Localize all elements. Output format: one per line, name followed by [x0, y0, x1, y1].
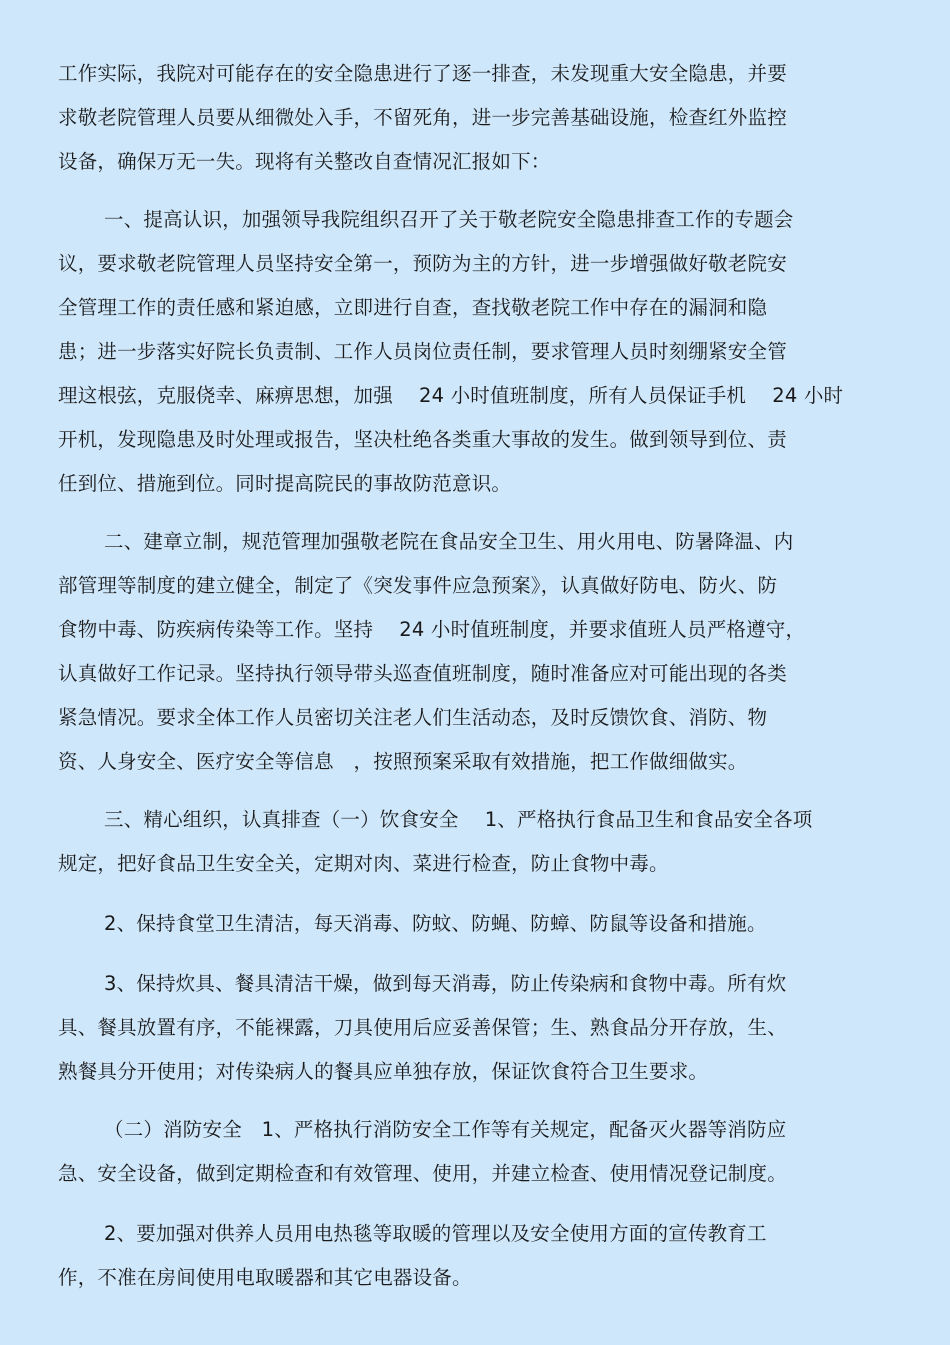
list-item: 3、保持炊具、餐具清洁干燥，做到每天消毒，防止传染病和食物中毒。所有炊 [104, 972, 787, 995]
list-item: 2、要加强对供养人员用电热毯等取暖的管理以及安全使用方面的宣传教育工 [104, 1222, 767, 1245]
text-line: 资、人身安全、医疗安全等信息 ，按照预案采取有效措施，把工作做细做实。 [58, 750, 748, 773]
text-line: 工作实际，我院对可能存在的安全隐患进行了逐一排查，未发现重大安全隐患，并要 [58, 62, 787, 85]
text-line: 开机，发现隐患及时处理或报告，坚决杜绝各类重大事故的发生。做到领导到位、责 [58, 428, 787, 451]
text-line: 急、安全设备，做到定期检查和有效管理、使用，并建立检查、使用情况登记制度。 [58, 1162, 787, 1185]
text-line: 全管理工作的责任感和紧迫感，立即进行自查，查找敬老院工作中存在的漏洞和隐 [58, 296, 768, 319]
list-item: 2、保持食堂卫生清洁，每天消毒、防蚊、防蝇、防蟑、防鼠等设备和措施。 [104, 912, 767, 935]
text-line: 任到位、措施到位。同时提高院民的事故防范意识。 [58, 472, 512, 495]
text-line: 部管理等制度的建立健全，制定了《突发事件应急预案》，认真做好防电、防火、防 [58, 574, 778, 597]
section-heading-3: 三、精心组织，认真排查（一）饮食安全 1、严格执行食品卫生和食品安全各项 [104, 808, 813, 831]
text-line: 理这根弦，克服侥幸、麻痹思想，加强 24 小时值班制度，所有人员保证手机 24 小时 [58, 384, 844, 407]
text-line: 患；进一步落实好院长负责制、工作人员岗位责任制，要求管理人员时刻绷紧安全管 [58, 340, 787, 363]
text-line: 规定，把好食品卫生安全关，定期对肉、菜进行检查，防止食物中毒。 [58, 852, 669, 875]
text-line: 求敬老院管理人员要从细微处入手，不留死角，进一步完善基础设施，检查红外监控 [58, 106, 787, 129]
section-heading-2: 二、建章立制，规范管理加强敬老院在食品安全卫生、用火用电、防暑降温、内 [104, 530, 794, 553]
text-line: 紧急情况。要求全体工作人员密切关注老人们生活动态，及时反馈饮食、消防、物 [58, 706, 768, 729]
text-line: 认真做好工作记录。坚持执行领导带头巡查值班制度，随时准备应对可能出现的各类 [58, 662, 787, 685]
text-line: 作，不准在房间使用电取暖器和其它电器设备。 [58, 1266, 472, 1289]
text-line: 食物中毒、防疾病传染等工作。坚持 24 小时值班制度，并要求值班人员严格遵守， [58, 618, 806, 641]
text-line: 具、餐具放置有序，不能裸露，刀具使用后应妥善保管；生、熟食品分开存放，生、 [58, 1016, 787, 1039]
text-line: 熟餐具分开使用；对传染病人的餐具应单独存放，保证饮食符合卫生要求。 [58, 1060, 709, 1083]
subsection-heading: （二）消防安全 1、严格执行消防安全工作等有关规定，配备灭火器等消防应 [104, 1118, 787, 1141]
section-heading-1: 一、提高认识，加强领导我院组织召开了关于敬老院安全隐患排查工作的专题会 [104, 208, 794, 231]
text-line: 议，要求敬老院管理人员坚持安全第一，预防为主的方针，进一步增强做好敬老院安 [58, 252, 787, 275]
text-line: 设备，确保万无一失。现将有关整改自查情况汇报如下： [58, 150, 551, 173]
